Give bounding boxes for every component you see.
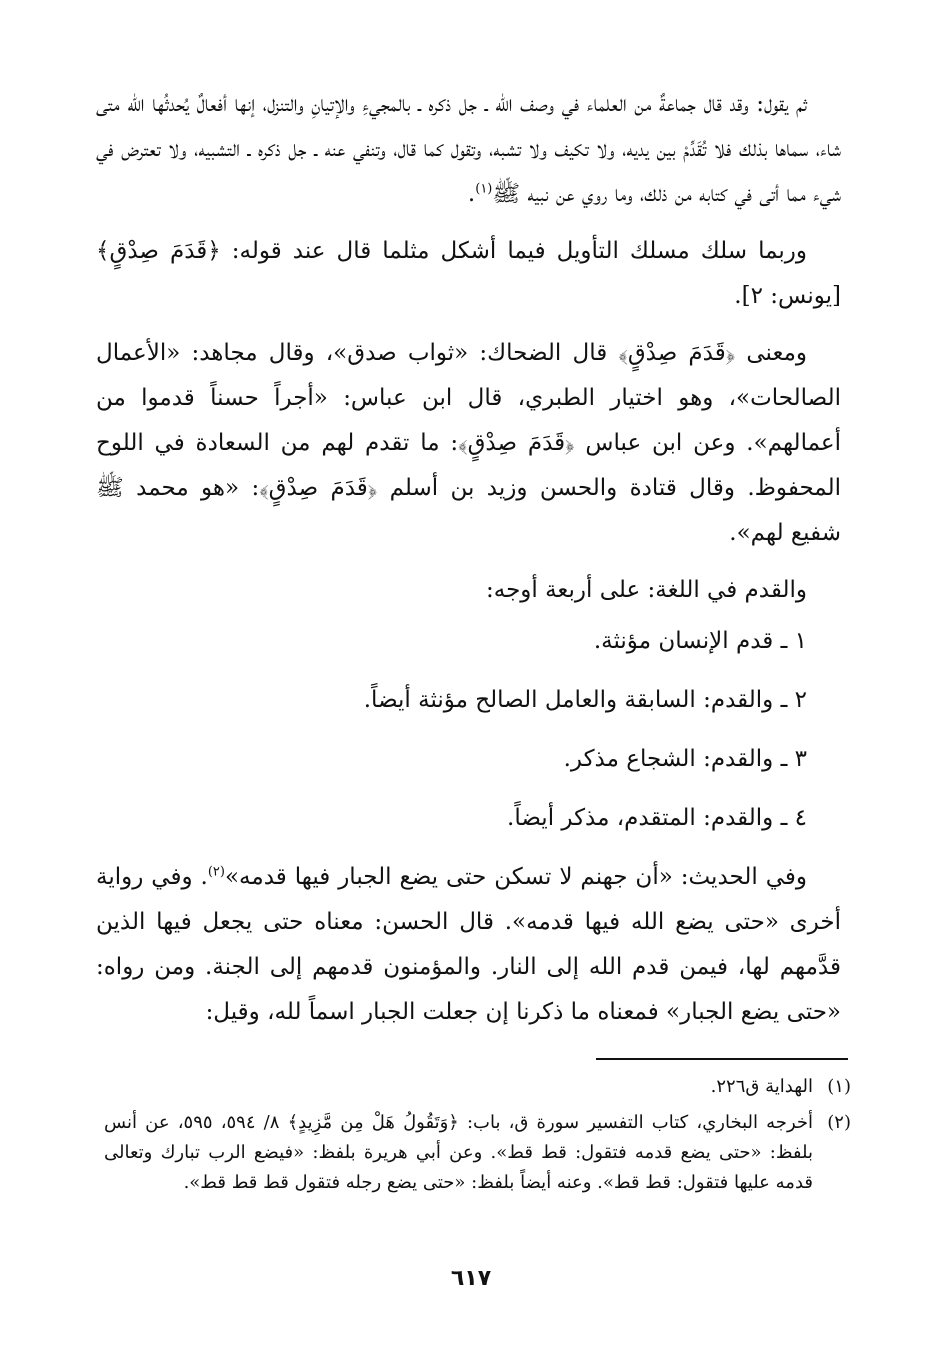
paragraph-text: وفي الحديث: «أن جهنم لا تسكن حتى يضع الجبار فيها قدمه» <box>224 864 808 890</box>
list-item: ٢ ـ والقدم: السابقة والعامل الصالح مؤنثة أيضاً. <box>363 687 807 713</box>
footnotes <box>104 1072 851 1204</box>
main-text <box>96 82 841 1047</box>
footnote-ref: (٢) <box>207 864 225 880</box>
paragraph: ثم يقول: وقد قال جماعةٌ من العلماء في وصف الله ـ جل ذكره ـ بالمجيءِ والإتيانِ والتنزل، إنها أفعالٌ يُحدثُها الله متى شاء، سماها بذلك فلا تُقَدِّمْ بين يديه، ولا تكيف ولا تشبه، وتقول كما قال، وتنفي عنه ـ جل ذكره ـ التشبيه، ولا تعترض في شيء مما أتى في كتابه من ذلك، وما روي عن نبيه ﷺ$^{(١)}$. <box>96 91 841 207</box>
footnote-number: (٢) <box>827 1112 851 1133</box>
footnote-ref: (١) <box>475 181 493 197</box>
paragraph-text: . وفي رواية أخرى «حتى يضع الله فيها قدمه». قال الحسن: معناه حتى يجعل فيها الذين قدَّمهم لها، فيمن قدم الله إلى النار. والمؤمنون قدمهم إلى الجنة. ومن رواه: «حتى يضع الجبار» فمعناه ما ذكرنا إن جعلت الجبار اسماً لله، وقيل: <box>96 864 841 1025</box>
footnote-text: أخرجه البخاري، كتاب التفسير سورة ق، باب: ﴿وَتَقُولُ هَلْ مِن مَّزِيدٍ﴾ ٨/ ٥٩٤، ٥٩٥، عن أنس بلفظ: «حتى يضع قدمه فتقول: قط قط». وعن أبي هريرة بلفظ: «فيضع الرب تبارك وتعالى قدمه عليها فتقول: قط قط». وعنه أيضاً بلفظ: «حتى يضع رجله فتقول قط قط قط». <box>104 1112 813 1193</box>
page-number: ٦١٧ <box>450 1266 492 1291</box>
paragraph-text: ثم يقول: وقد قال جماعةٌ من العلماء في وصف الله ـ جل ذكره ـ بالمجيءِ والإتيانِ والتنزل، إنها أفعالٌ يُحدثُها الله متى شاء، سماها بذلك فلا تُقَدِّمْ بين يديه، ولا تكيف ولا تشبه، وتقول كما قال، وتنفي عنه ـ جل ذكره ـ التشبيه، ولا تعترض في شيء مما أتى في كتابه من ذلك، وما روي عن نبيه ﷺ <box>96 91 841 207</box>
paragraph: ومعنى ﴿قَدَمَ صِدْقٍ﴾ قال الضحاك: «ثواب صدق»، وقال مجاهد: «الأعمال الصالحات»، وهو اختيار الطبري، قال ابن عباس: «أجراً حسناً قدموا من أعمالهم». وعن ابن عباس ﴿قَدَمَ صِدْقٍ﴾: ما تقدم لهم من السعادة في اللوح المحفوظ. وقال قتادة والحسن وزيد بن أسلم ﴿قَدَمَ صِدْقٍ﴾: «هو محمد ﷺ شفيع لهم». <box>96 340 841 546</box>
footnote-divider <box>596 1058 848 1060</box>
paragraph: وربما سلك مسلك التأويل فيما أشكل مثلما قال عند قوله: ﴿قَدَمَ صِدْقٍ﴾ [يونس: ٢]. <box>96 238 841 309</box>
list-item: ٣ ـ والقدم: الشجاع مذكر. <box>563 746 807 772</box>
footnote-number: (١) <box>827 1076 851 1097</box>
list-item: ١ ـ قدم الإنسان مؤنثة. <box>593 628 807 654</box>
paragraph: والقدم في اللغة: على أربعة أوجه: <box>486 577 807 603</box>
footnote <box>104 1108 851 1198</box>
list-item: ٤ ـ والقدم: المتقدم، مذكر أيضاً. <box>507 805 807 831</box>
paragraph <box>96 855 841 1035</box>
footnote <box>104 1072 851 1102</box>
footnote-text: الهداية ق٢٢٦. <box>710 1076 813 1097</box>
